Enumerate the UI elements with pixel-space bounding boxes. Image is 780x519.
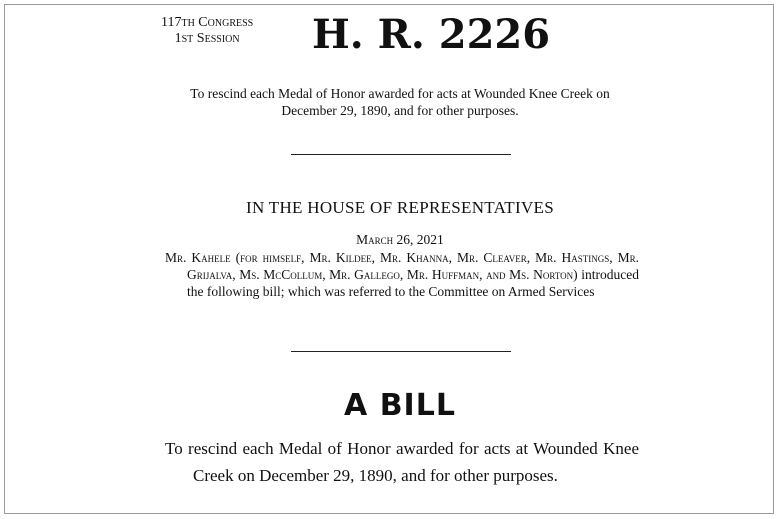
- sponsor-name: Mr. Kahele: [165, 250, 231, 265]
- divider-rule: [291, 351, 511, 352]
- long-title: To rescind each Medal of Honor awarded for acts at Wounded Knee Creek on December 29, 1890, and for other purposes.: [165, 439, 639, 485]
- congress-session-label: [161, 15, 253, 47]
- congress-number: 117th Congress: [161, 15, 254, 30]
- bill-heading: A BILL: [344, 388, 456, 423]
- document-page: [4, 4, 774, 514]
- short-title: To rescind each Medal of Honor awarded for acts at Wounded Knee Creek on December 29, 1890, and for other purposes.: [190, 86, 610, 118]
- chamber-heading: IN THE HOUSE OF REPRESENTATIVES: [246, 198, 554, 217]
- referral-text: introduced the following bill; which was referred to the Committee on Armed Services: [187, 267, 639, 299]
- sponsors-paragraph: [165, 249, 639, 300]
- session-number: 1st Session: [174, 31, 240, 46]
- cosponsor-list: (for himself, Mr. Kildee, Mr. Khanna, Mr. Cleaver, Mr. Hastings, Mr. Grijalva, Ms. McCollum, Mr. Gallego, Mr. Huffman, and Ms. Norton): [187, 250, 639, 282]
- introduced-date: March 26, 2021: [356, 232, 444, 247]
- bill-number: H. R. 2226: [312, 11, 551, 58]
- divider-rule: [291, 154, 511, 155]
